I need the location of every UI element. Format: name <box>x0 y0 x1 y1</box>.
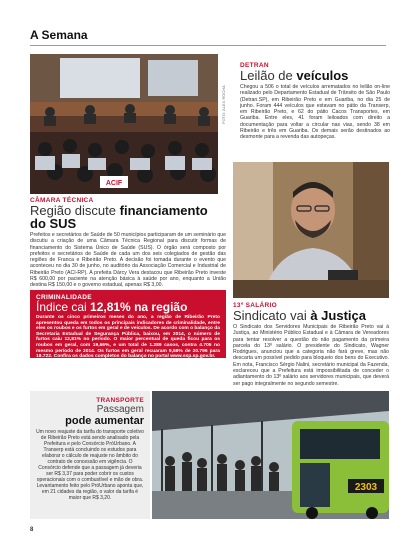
article-body: Durante os cinco primeiros meses do ano, a região de Ribeirão Preto apresentou queda em todos os principais indicadores de criminalidade, entre eles os roubos e os furtos em geral e de veículos. De acordo com o balanço da Secretaria Estadual de Segurança Pública, baixou, em 2014, o número de furtos caiu 12,81% no período. O maior percentual de queda ficou para os roubos em geral, com 19,66%, e um total de 1.289 casos, contra 4.705 no mesmo período de 2014. Os furtos em geral recuaram 9,58% de 20.796 para 18.722. Confira os dados completos do balanço no portal www.ssp.sp.gov.br. <box>36 315 220 360</box>
article-headline: Índice cai 12,81% na região <box>36 300 188 314</box>
article-headline-line2: pode aumentar <box>65 415 144 427</box>
section-divider <box>30 45 386 46</box>
article-criminalidade <box>30 290 226 358</box>
article-body: Prefeitos e secretários de Saúde de 50 municípios participaram de um seminário que discutiu a criação de uma Câmara Técnica Regional para discutir formas de financiamento do Sistema Único de Saúde (SUS). O órgão será composto por prefeitos e secretários de Saúde de cada um dos seis colegiados de gestão das regiões de Franca e Ribeirão Preto. A decisão foi tomada durante o evento que aconteceu no dia 30 de junho, no auditório da Associação Comercial e Industrial de Ribeirão Preto (ACI-RP). A prefeita Dárcy Vera destacou que Ribeirão Preto investe R$ 600,00 por paciente na atenção básica à saúde por ano, enquanto a União destina R$ 150,00 e o governo estadual, apenas R$ 3,00. <box>30 232 226 289</box>
article-camara-tecnica <box>30 197 226 289</box>
acif-sign-text: ACIF <box>105 180 123 187</box>
article-body: Um novo reajuste da tarifa do transporte coletivo de Ribeirão Preto está sendo analisado pela Prefeitura e pelo Consórcio PróUrbano. A Transerp está concluindo os estudos para elaborar o cálculo de reajuste no âmbito do contrato de concessão em vigência. O Consórcio defende que a passagem já deveria ser R$ 3,37 para poder cobrir os custos operacionais com o combustível e mão de obra. Levantamento feito pelo PróUrbano aponta que, em 21 cidades da região, o valor da tarifa é maior que R$ 3,20. <box>36 429 144 501</box>
article-kicker: CRIMINALIDADE <box>36 294 92 301</box>
photo-portrait <box>233 162 389 298</box>
article-kicker: TRANSPORTE <box>96 397 144 404</box>
article-kicker: CÂMARA TÉCNICA <box>30 197 94 204</box>
article-headline: Leilão de veículos <box>240 68 349 83</box>
photo-bus-terminal <box>152 391 389 519</box>
article-detran <box>240 62 390 141</box>
photo-council-meeting <box>30 54 218 194</box>
bus-number: 2303 <box>354 482 378 493</box>
article-13-salario <box>233 302 389 387</box>
article-headline-line1: Passagem <box>96 404 144 415</box>
article-headline: Região discute financiamento do SUS <box>30 203 208 231</box>
article-body: O Sindicato dos Servidores Municipais de Ribeirão Preto vai à Justiça, ao Ministério Público Estadual e à Câmara de Vereadores para tentar resolver a questão do não pagamento da primeira parcela do 13º salário. O presidente do Sindicato, Wagner Rodrigues, anunciou que a categoria não fará greve, mas não descarta um possível pedido para bloqueio dos bens do Executivo. Em nota, Francisco Sérgio Nalini, secretário municipal da Fazenda, esclareceu que a Prefeitura está impossibilitada de conceder o adiantamento do 13º salário aos servidores municipais, que deverá ser pago integralmente no segundo semestre. <box>233 324 389 387</box>
photo-credit: FOTO: ALEX ROCHA <box>221 85 226 124</box>
article-headline: Sindicato vai à Justiça <box>233 308 366 323</box>
page-number: 8 <box>30 527 34 533</box>
article-kicker: 13º SALÁRIO <box>233 302 277 309</box>
article-body: Chegou a 506 o total de veículos arrematados no leilão on-line realizado pelo Departamento Estadual de Trânsito de São Paulo (Detran.SP), em Ribeirão Preto e em Guariba, no dia 25 de junho. Foram 444 veículos que estavam no pátio da Transerp, em Ribeirão Preto, e 62 do pátio Cacos Transportes, em Guariba. Entre eles, 41 foram leiloados com direito a documentação para voltar a circular nas vias, sendo 38 em Ribeirão e três em Guariba. Os demais serão destinados ao desmonte para a revenda das autopeças. <box>240 84 390 141</box>
article-kicker: DETRAN <box>240 62 269 69</box>
article-transporte <box>30 391 150 519</box>
section-title: A Semana <box>30 28 88 42</box>
